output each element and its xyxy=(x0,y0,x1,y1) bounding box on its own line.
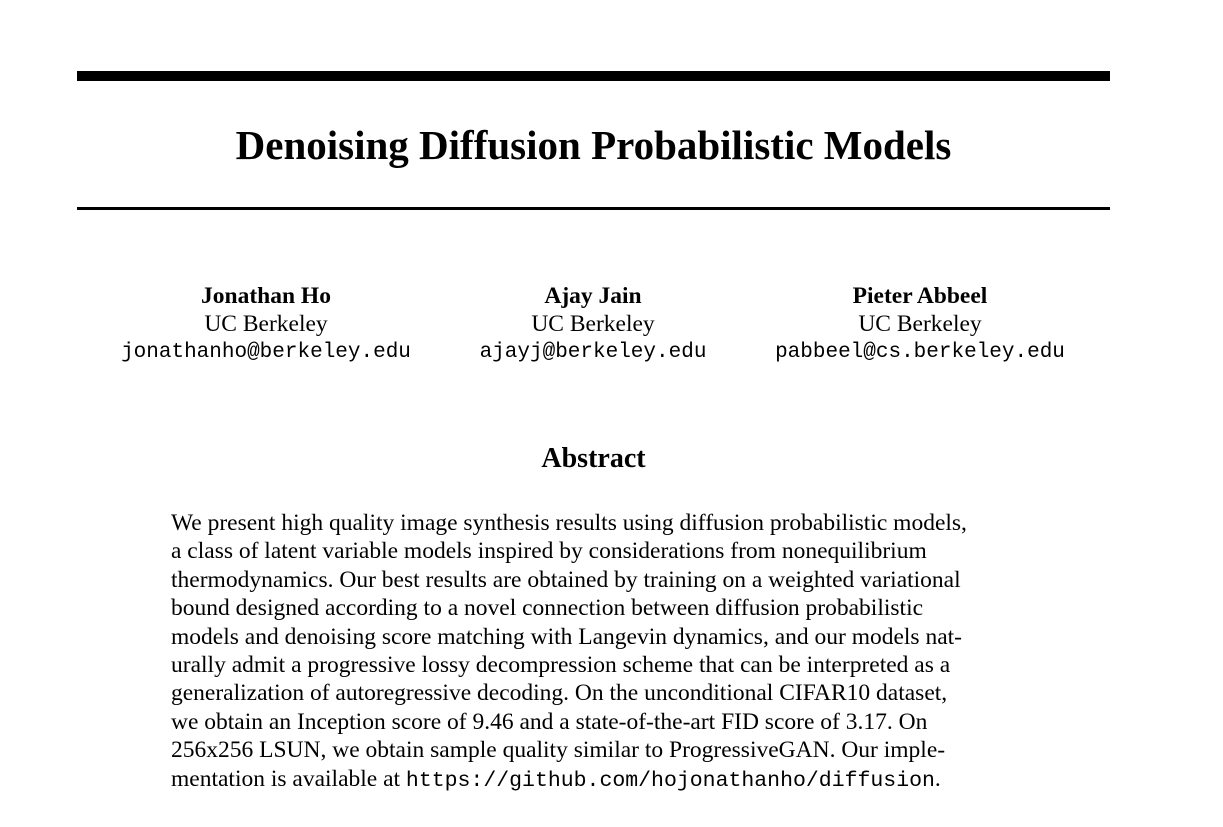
abstract-line: urally admit a progressive lossy decompression scheme that can be interpreted as a xyxy=(171,652,951,679)
author-block-1 xyxy=(86,282,446,368)
abstract-line: thermodynamics. Our best results are obtained by training on a weighted variational xyxy=(171,566,961,593)
abstract-line-last xyxy=(171,765,1051,795)
abstract-line: bound designed according to a novel connection between diffusion probabilistic xyxy=(171,595,924,622)
author-email[interactable]: ajayj@berkeley.edu xyxy=(479,341,707,364)
title-bottom-rule xyxy=(77,207,1110,210)
abstract-text: . xyxy=(934,765,941,792)
author-affiliation: UC Berkeley xyxy=(858,311,982,337)
author-affiliation: UC Berkeley xyxy=(531,311,655,337)
author-block-3 xyxy=(740,282,1100,368)
author-name: Pieter Abbeel xyxy=(852,283,988,309)
abstract-line: a class of latent variable models inspired by considerations from nonequilibrium xyxy=(171,538,927,565)
author-block-2 xyxy=(413,282,773,368)
author-name: Ajay Jain xyxy=(544,283,642,309)
abstract-text: mentation is available at xyxy=(171,765,406,792)
paper-title: Denoising Diffusion Probabilistic Models xyxy=(235,122,952,168)
author-affiliation: UC Berkeley xyxy=(204,311,328,337)
abstract-line: generalization of autoregressive decoding. On the unconditional CIFAR10 dataset, xyxy=(171,680,948,707)
abstract-line: 256x256 LSUN, we obtain sample quality similar to ProgressiveGAN. Our imple- xyxy=(171,737,946,764)
author-email[interactable]: pabbeel@cs.berkeley.edu xyxy=(775,341,1065,364)
abstract-body xyxy=(171,509,1051,795)
code-url-link[interactable]: https://github.com/hojonathanho/diffusion xyxy=(405,768,935,793)
abstract-line: We present high quality image synthesis results using diffusion probabilistic models, xyxy=(171,510,967,536)
author-name: Jonathan Ho xyxy=(201,283,331,309)
abstract-line: models and denoising score matching with Langevin dynamics, and our models nat- xyxy=(171,623,962,650)
abstract-line: we obtain an Inception score of 9.46 and a state-of-the-art FID score of 3.17. On xyxy=(171,708,928,735)
title-top-rule xyxy=(77,71,1110,81)
abstract-heading: Abstract xyxy=(541,443,646,474)
author-email[interactable]: jonathanho@berkeley.edu xyxy=(121,341,411,364)
